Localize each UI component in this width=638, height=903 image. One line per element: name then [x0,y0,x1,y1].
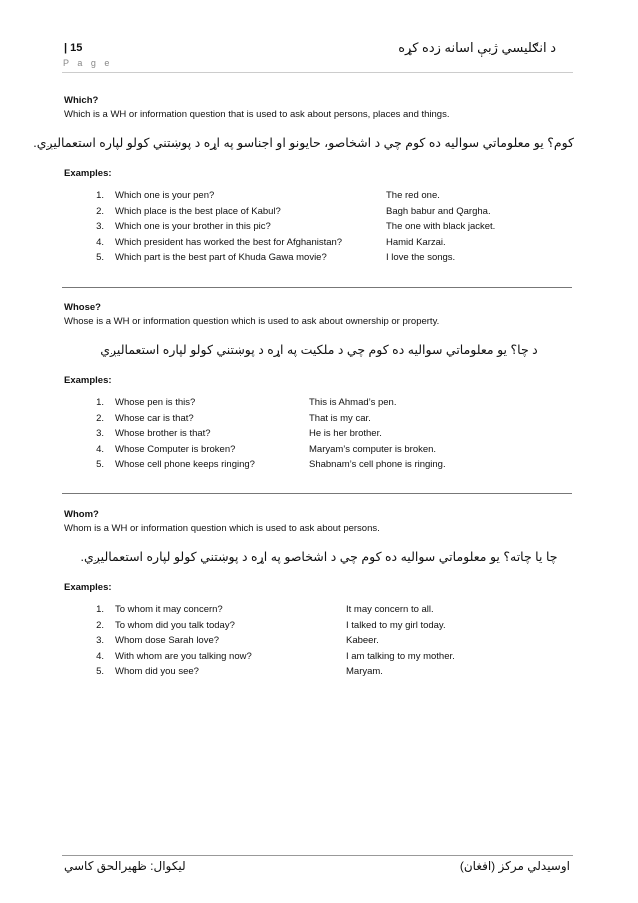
answer-text: It may concern to all. [346,604,434,615]
item-number: 3. [96,221,104,232]
question-text: Whose Computer is broken? [115,443,236,455]
header-title: د انګلیسي ژبې اسانه زده کړه [398,40,556,55]
item-number: 3. [96,635,104,646]
item-number: 1. [96,397,104,408]
item-number: 4. [96,443,104,455]
section-title: Whose? [64,302,101,313]
answer-text: The one with black jacket. [386,221,496,232]
pashto-translation: کوم؟ یو معلوماتي سوالیه ده کوم چي د اشخاصو، حایونو او اجناسو په اړه د پوښتني کولو لپاره استعمالیږي. [33,136,574,150]
question-text: Whose cell phone keeps ringing? [115,459,255,470]
list-item [64,458,574,474]
item-number: 2. [96,619,104,631]
answer-text: I love the songs. [386,252,456,263]
answer-text: That is my car. [309,412,371,424]
section-whose [64,301,574,474]
answer-text: Bagh babur and Qargha. [386,205,491,217]
answer-text: The red one. [386,190,440,201]
list-item [64,396,574,412]
list-item [64,443,574,459]
footer-divider [62,855,573,856]
section-which [33,94,574,267]
page-label: P a g e [63,58,113,68]
examples-list [64,189,574,267]
question-text: Whose brother is that? [115,428,211,439]
pashto-translation: د چا؟ یو معلوماتي سوالیه ده کوم چي د ملکیت په اړه د پوښتني کولو لپاره استعمالیږي [100,343,538,357]
item-number: 3. [96,428,104,439]
list-item [64,251,574,267]
answer-text: This is Ahmad’s pen. [309,397,397,408]
question-text: Which president has worked the best for Afghanistan? [115,236,343,248]
pashto-translation: چا یا چاته؟ یو معلوماتي سوالیه ده کوم چي د اشخاصو په اړه د پوښتني کولو لپاره استعمالیږي. [80,550,558,564]
section-title: Whom? [64,509,99,520]
list-item [64,603,574,619]
footer-center: اوسیدلي مرکز (افغان) [459,859,570,873]
question-text: Which one is your pen? [115,190,215,201]
item-number: 2. [96,205,104,217]
question-text: Whom did you see? [115,666,199,677]
item-number: 5. [96,666,104,677]
item-number: 5. [96,252,104,263]
item-number: 2. [96,412,104,424]
examples-list [64,396,574,474]
section-definition: Whose is a WH or information question which is used to ask about ownership or property. [64,316,440,327]
item-number: 5. [96,459,104,470]
answer-text: I am talking to my mother. [346,650,455,662]
item-number: 1. [96,190,104,201]
list-item [64,634,574,650]
examples-list [64,603,574,681]
footer-author: لیکوال: ظهیرالحق کاسي [64,859,186,873]
item-number: 1. [96,604,104,615]
answer-text: I talked to my girl today. [346,619,446,631]
item-number: 4. [96,236,104,248]
section-title: Which? [64,95,99,106]
section-definition: Whom is a WH or information question which is used to ask about persons. [64,523,380,534]
page-number: | 15 [64,42,83,54]
section-definition: Which is a WH or information question that is used to ask about persons, places and things. [64,109,450,120]
question-text: Which part is the best part of Khuda Gawa movie? [115,252,327,263]
examples-label: Examples: [64,582,112,593]
answer-text: Maryam. [346,666,383,677]
answer-text: Maryam’s computer is broken. [309,443,437,455]
answer-text: Shabnam’s cell phone is ringing. [309,459,446,470]
answer-text: Kabeer. [346,635,379,646]
examples-label: Examples: [64,168,112,179]
list-item [64,619,574,635]
question-text: Which place is the best place of Kabul? [115,205,281,217]
question-text: Whose pen is this? [115,397,196,408]
list-item [64,220,574,236]
list-item [64,236,574,252]
list-item [64,665,574,681]
question-text: To whom did you talk today? [115,619,235,631]
answer-text: He is her brother. [309,428,382,439]
list-item [64,412,574,428]
section-whom [64,508,574,681]
header-divider [62,72,573,73]
question-text: Whom dose Sarah love? [115,635,220,646]
question-text: With whom are you talking now? [115,650,252,662]
section-divider [62,287,572,288]
list-item [64,650,574,666]
item-number: 4. [96,650,104,662]
list-item [64,189,574,205]
question-text: Which one is your brother in this pic? [115,221,271,232]
answer-text: Hamid Karzai. [386,236,446,248]
list-item [64,427,574,443]
question-text: To whom it may concern? [115,604,223,615]
section-divider [62,493,572,494]
list-item [64,205,574,221]
examples-label: Examples: [64,375,112,386]
question-text: Whose car is that? [115,412,194,424]
